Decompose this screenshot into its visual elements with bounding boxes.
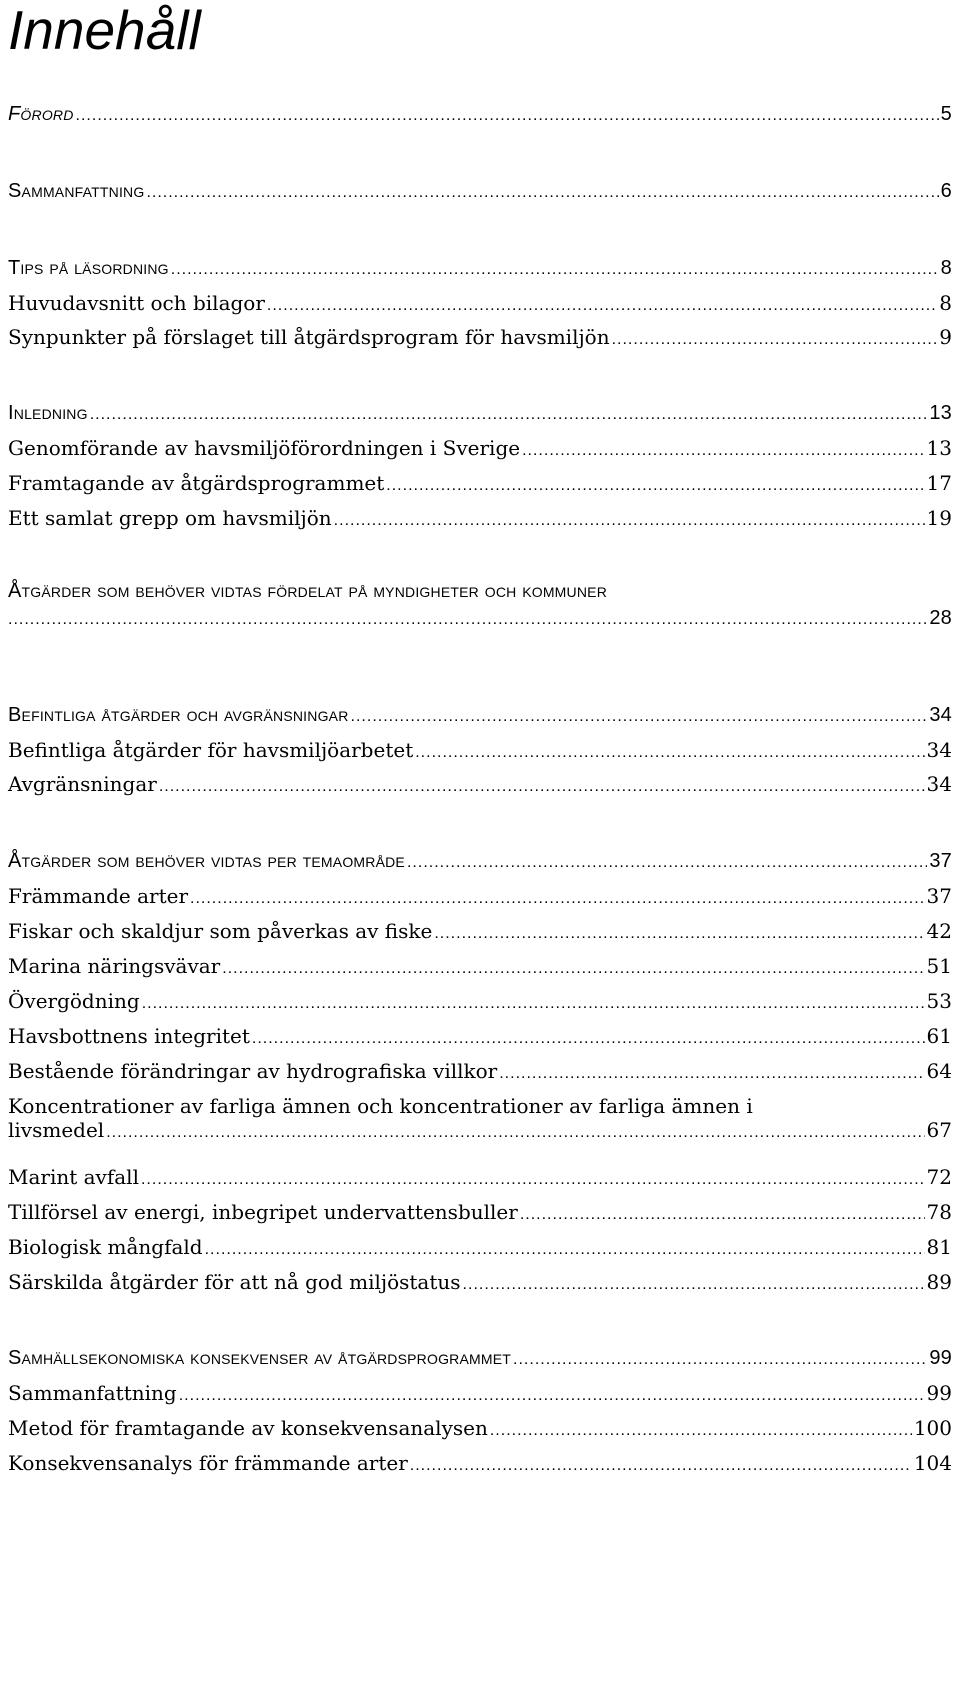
toc-page-number: 67: [926, 1118, 952, 1142]
toc-page-number: 8: [939, 291, 952, 315]
toc-label: Sammanfattning: [8, 180, 145, 202]
toc-label: Avgränsningar: [8, 772, 157, 796]
toc-label: Marina näringsvävar: [8, 954, 221, 978]
dot-leader: [159, 778, 925, 796]
toc-label: Synpunkter på förslaget till åtgärdsprogram för havsmiljön: [8, 325, 610, 349]
toc-entry-sarskilda[interactable]: [8, 1270, 952, 1294]
dot-leader: [434, 925, 924, 943]
dot-leader: [522, 442, 924, 460]
toc-label: Främmande arter: [8, 884, 189, 908]
toc-label-continuation: livsmedel: [8, 1118, 105, 1142]
dot-leader: [499, 1065, 924, 1083]
toc-entry-sammanfattning-sub[interactable]: [8, 1381, 952, 1405]
dot-leader: [520, 1206, 925, 1224]
toc-page-number: 34: [926, 738, 952, 762]
toc-page-number: 6: [940, 180, 952, 202]
dot-leader: [415, 744, 924, 762]
toc-entry-huvudavsnitt[interactable]: [8, 291, 952, 315]
toc-entry-synpunkter[interactable]: [8, 325, 952, 349]
dot-leader: [407, 854, 927, 872]
dot-leader: [90, 406, 928, 424]
toc-entry-farliga-amnen[interactable]: [8, 1094, 952, 1142]
toc-entry-fiskar[interactable]: [8, 919, 952, 943]
toc-label: Huvudavsnitt och bilagor: [8, 291, 265, 315]
dot-leader: [351, 708, 928, 726]
toc-label: Biologisk mångfald: [8, 1235, 203, 1259]
toc-label: Tillförsel av energi, inbegripet undervattensbuller: [8, 1200, 518, 1224]
dot-leader: [179, 1387, 925, 1405]
toc-page-number: 99: [929, 1347, 952, 1369]
toc-label: Bestående förändringar av hydrografiska villkor: [8, 1059, 498, 1083]
toc-label: Befintliga åtgärder för havsmiljöarbetet: [8, 738, 414, 762]
toc-label: Metod för framtagande av konsekvensanalysen: [8, 1416, 488, 1440]
dot-leader: [142, 995, 925, 1013]
toc-entry-frammande-arter[interactable]: [8, 884, 952, 908]
dot-leader: [334, 512, 925, 530]
toc-entry-overgodning[interactable]: [8, 989, 952, 1013]
toc-label: Ett samlat grepp om havsmiljön: [8, 506, 332, 530]
toc-entry-tips[interactable]: [8, 257, 952, 280]
toc-page-number: 5: [940, 103, 952, 125]
toc-entry-avgransningar[interactable]: [8, 772, 952, 796]
toc-page-number: 42: [926, 919, 952, 943]
dot-leader: [222, 960, 924, 978]
toc-label: Fiskar och skaldjur som påverkas av fiske: [8, 919, 433, 943]
toc-entry-befintliga-avgransningar[interactable]: [8, 704, 952, 727]
toc-page-number: 13: [926, 436, 952, 460]
toc-page-number: 51: [926, 954, 952, 978]
dot-leader: [410, 1457, 912, 1475]
dot-leader: [463, 1276, 925, 1294]
toc-entry-forord[interactable]: [8, 103, 952, 126]
toc-entry-konsekvensanalys[interactable]: [8, 1451, 952, 1475]
dot-leader: [386, 477, 924, 495]
toc-label: Genomförande av havsmiljöförordningen i Sverige: [8, 436, 521, 460]
toc-page-number: 99: [926, 1381, 952, 1405]
toc-page-number: 89: [926, 1270, 952, 1294]
dot-leader: [141, 1171, 925, 1189]
toc-page-number: 72: [926, 1165, 952, 1189]
dot-leader: [171, 261, 939, 279]
toc-entry-temaomrade[interactable]: [8, 850, 952, 873]
dot-leader: [513, 1351, 927, 1369]
toc-entry-continuation: [8, 607, 952, 630]
toc-page-number: 34: [926, 772, 952, 796]
dot-leader: [612, 331, 938, 349]
toc-page-number: 34: [929, 704, 952, 726]
toc-entry-framtagande[interactable]: [8, 471, 952, 495]
toc-page-number: 53: [926, 989, 952, 1013]
toc-entry-hydrografiska[interactable]: [8, 1059, 952, 1083]
page-title: Innehåll: [8, 0, 201, 61]
toc-label: Åtgärder som behöver vidtas fördelat på myndigheter och kommuner: [8, 580, 608, 602]
toc-page-number: 37: [926, 884, 952, 908]
toc-label: Inledning: [8, 402, 88, 424]
toc-page-number: 13: [929, 402, 952, 424]
toc-entry-biologisk[interactable]: [8, 1235, 952, 1259]
dot-leader: [76, 107, 939, 125]
toc-page-number: 37: [929, 850, 952, 872]
toc-entry-atgarder-myndigheter[interactable]: [8, 580, 952, 629]
dot-leader: [190, 890, 925, 908]
toc-label: Särskilda åtgärder för att nå god miljöstatus: [8, 1270, 461, 1294]
toc-label: Sammanfattning: [8, 1381, 177, 1405]
toc-entry-havsbottnens[interactable]: [8, 1024, 952, 1048]
toc-page-number: 81: [926, 1235, 952, 1259]
toc-label: Havsbottnens integritet: [8, 1024, 250, 1048]
toc-entry-befintliga-havsmiljo[interactable]: [8, 738, 952, 762]
toc-entry-naringsvavar[interactable]: [8, 954, 952, 978]
toc-page-number: 17: [926, 471, 952, 495]
toc-page-number: 78: [926, 1200, 952, 1224]
toc-page-number: 104: [913, 1451, 952, 1475]
toc-label: Framtagande av åtgärdsprogrammet: [8, 471, 385, 495]
toc-label: Konsekvensanalys för främmande arter: [8, 1451, 408, 1475]
toc-page-number: 9: [939, 325, 952, 349]
toc-entry-samhallsekonomiska[interactable]: [8, 1347, 952, 1370]
dot-leader: [267, 297, 937, 315]
toc-page-number: 64: [926, 1059, 952, 1083]
dot-leader: [490, 1422, 912, 1440]
table-of-contents: [8, 0, 952, 1686]
toc-entry-samlat-grepp[interactable]: [8, 506, 952, 530]
toc-page-number: 61: [926, 1024, 952, 1048]
toc-entry-continuation: [8, 1118, 952, 1142]
toc-entry-metod[interactable]: [8, 1416, 952, 1440]
toc-label: Samhällsekonomiska konsekvenser av åtgärdsprogrammet: [8, 1347, 512, 1369]
toc-label: Åtgärder som behöver vidtas per temaområde: [8, 850, 405, 872]
toc-entry-sammanfattning[interactable]: [8, 180, 952, 203]
toc-label: Koncentrationer av farliga ämnen och koncentrationer av farliga ämnen i: [8, 1094, 753, 1118]
toc-label: Befintliga åtgärder och avgränsningar: [8, 704, 349, 726]
toc-label: Förord: [8, 103, 74, 125]
toc-label: Marint avfall: [8, 1165, 139, 1189]
dot-leader: [106, 1124, 924, 1142]
dot-leader: [146, 184, 938, 202]
dot-leader: [205, 1241, 925, 1259]
toc-entry-energi[interactable]: [8, 1200, 952, 1224]
dot-leader: [8, 611, 927, 629]
toc-label: Övergödning: [8, 989, 140, 1013]
toc-page-number: 8: [940, 257, 952, 279]
toc-label: Tips på läsordning: [8, 257, 169, 279]
toc-page-number: 19: [926, 506, 952, 530]
dot-leader: [252, 1030, 925, 1048]
toc-entry-inledning[interactable]: [8, 402, 952, 425]
toc-page-number: 28: [929, 607, 952, 629]
toc-entry-marint-avfall[interactable]: [8, 1165, 952, 1189]
toc-page-number: 100: [913, 1416, 952, 1440]
toc-entry-genomforande[interactable]: [8, 436, 952, 460]
